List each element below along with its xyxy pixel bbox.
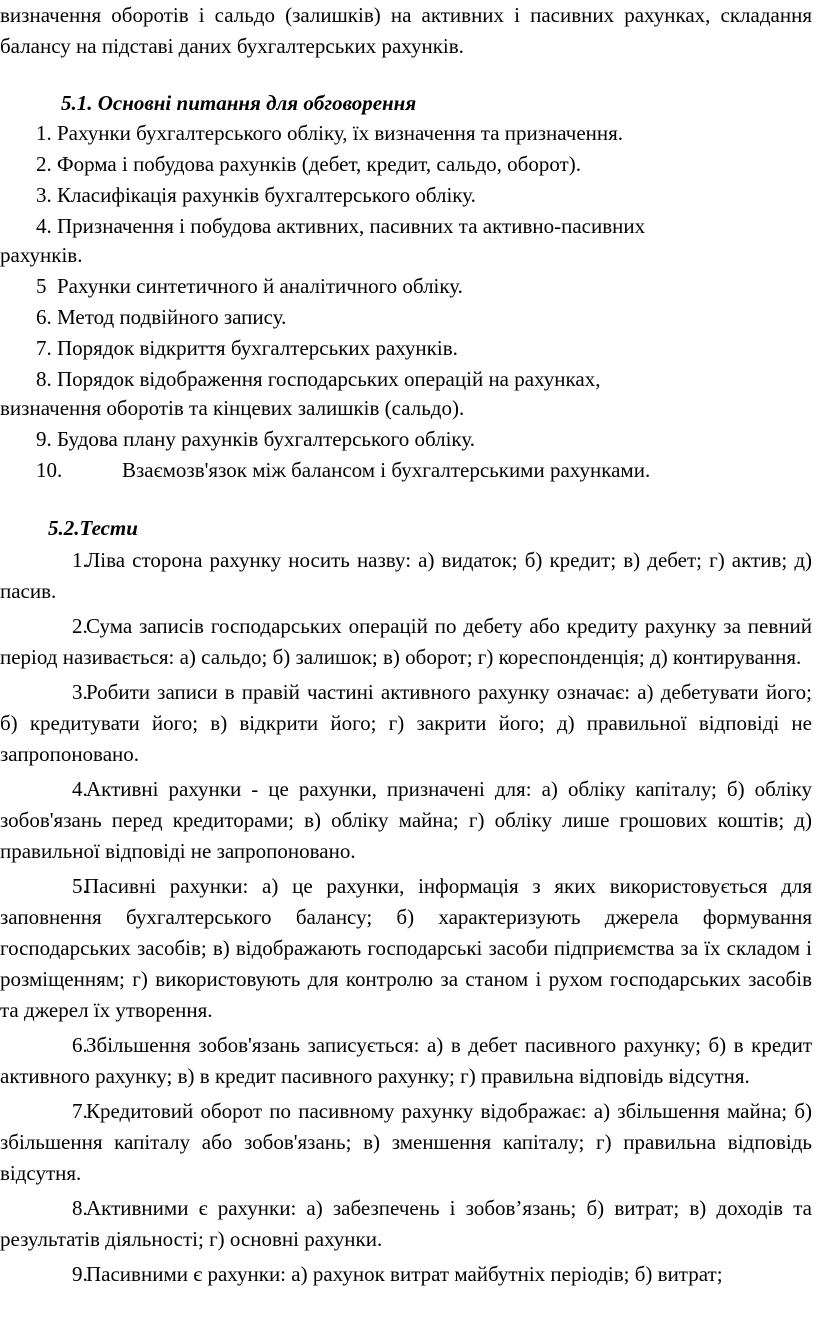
list-item	[36, 149, 816, 180]
item-text: Призначення і побудова активних, пасивних та активно-пасивних	[57, 214, 646, 238]
test-text: Активними є рахунки: а) забезпечень і зобов’язань; б) витрат; в) доходів та результатів діяльності; г) основні рахунки.	[0, 1196, 812, 1251]
item-number: 3.	[36, 183, 52, 207]
test-item	[0, 1193, 812, 1255]
tests-list	[0, 545, 812, 1290]
section-title-discussion: 5.1. Основні питання для обговорення	[61, 91, 417, 115]
test-item	[0, 1030, 812, 1092]
item-number: 6.	[36, 305, 52, 329]
test-item	[0, 611, 812, 673]
test-item	[0, 677, 812, 770]
list-item	[36, 302, 816, 333]
item-number: 5	[36, 274, 47, 298]
test-text: Збільшення зобов'язань записується: а) в дебет пасивного рахунку; б) в кредит активного рахунку; в) в кредит пасивного рахунку; г) правильна відповідь відсутня.	[0, 1033, 812, 1088]
item-number: 10.	[36, 458, 63, 482]
test-number: 9.	[72, 1262, 88, 1286]
test-text: Пасивними є рахунки: а) рахунок витрат майбутніх періодів; б) витрат;	[86, 1262, 723, 1286]
item-text: Рахунки бухгалтерського обліку, їх визначення та призначення.	[57, 121, 624, 145]
test-item	[0, 1259, 812, 1290]
item-number: 4.	[36, 214, 52, 238]
item-text: Рахунки синтетичного й аналітичного обліку.	[57, 274, 463, 298]
list-item	[36, 271, 816, 302]
test-text: Сума записів господарських операцій по дебету або кредиту рахунку за певний період називається: а) сальдо; б) залишок; в) оборот; г) кореспонденція; д) контирування.	[0, 614, 812, 669]
item-number: 7.	[36, 336, 52, 360]
test-item	[0, 1096, 812, 1189]
test-number: 6.	[72, 1033, 88, 1057]
list-item	[36, 364, 816, 395]
test-number: 8.	[72, 1196, 88, 1220]
item-text: Взаємозв'язок між балансом і бухгалтерськими рахунками.	[122, 458, 651, 482]
intro-paragraph: визначення оборотів і сальдо (залишків) на активних і пасивних рахунках, складання балансу на підставі даних бухгалтерських рахунків.	[0, 3, 812, 58]
list-item	[36, 118, 816, 149]
list-item	[36, 211, 816, 242]
test-text: Пасивні рахунки: а) це рахунки, інформація з яких використовується для заповнення бухгалтерського балансу; б) характеризують джерела формування господарських засобів; в) відображають господарські засоби підприємства за їх складом і розміщенням; г) використовують для контролю за станом і рухом господарських засобів та джерел їх утворення.	[0, 874, 812, 1022]
test-item	[0, 871, 812, 1026]
list-item	[36, 424, 816, 455]
item-number: 2.	[36, 152, 52, 176]
test-number: 7.	[72, 1099, 88, 1123]
test-number: 3.	[72, 680, 88, 704]
test-item	[0, 545, 812, 607]
list-item	[36, 333, 816, 364]
list-item-continuation: рахунків.	[0, 243, 83, 267]
test-number: 4.	[72, 777, 88, 801]
test-number: 5.	[72, 874, 88, 898]
item-number: 9.	[36, 427, 52, 451]
item-number: 8.	[36, 367, 52, 391]
item-number: 1.	[36, 121, 52, 145]
item-text: Порядок відображення господарських операцій на рахунках,	[57, 367, 601, 391]
item-text: Порядок відкриття бухгалтерських рахунків.	[57, 336, 458, 360]
list-item	[36, 455, 816, 486]
test-text: Активні рахунки - це рахунки, призначені для: а) обліку капіталу; б) обліку зобов'язань перед кредиторами; в) обліку майна; г) обліку лише грошових коштів; д) правильної відповіді не запропоновано.	[0, 777, 812, 863]
item-text: Будова плану рахунків бухгалтерського обліку.	[57, 427, 475, 451]
list-item-continuation: визначення оборотів та кінцевих залишків (сальдо).	[0, 396, 465, 420]
test-number: 2.	[72, 614, 88, 638]
test-item	[0, 774, 812, 867]
item-text: Метод подвійного запису.	[57, 305, 287, 329]
test-text: Кредитовий оборот по пасивному рахунку відображає: а) збільшення майна; б) збільшення капіталу або зобов'язань; в) зменшення капіталу; г) правильна відповідь відсутня.	[0, 1099, 812, 1185]
test-number: 1.	[72, 548, 88, 572]
item-text: Класифікація рахунків бухгалтерського обліку.	[57, 183, 476, 207]
test-text: Робити записи в правій частині активного рахунку означає: а) дебетувати його; б) кредитувати його; в) відкрити його; г) закрити його; д) правильної відповіді не запропоновано.	[0, 680, 812, 766]
section-title-tests: 5.2.Тести	[48, 516, 138, 540]
list-item	[36, 180, 816, 211]
item-text: Форма і побудова рахунків (дебет, кредит, сальдо, оборот).	[57, 152, 581, 176]
test-text: Ліва сторона рахунку носить назву: а) видаток; б) кредит; в) дебет; г) актив; д) пасив.	[0, 548, 812, 603]
